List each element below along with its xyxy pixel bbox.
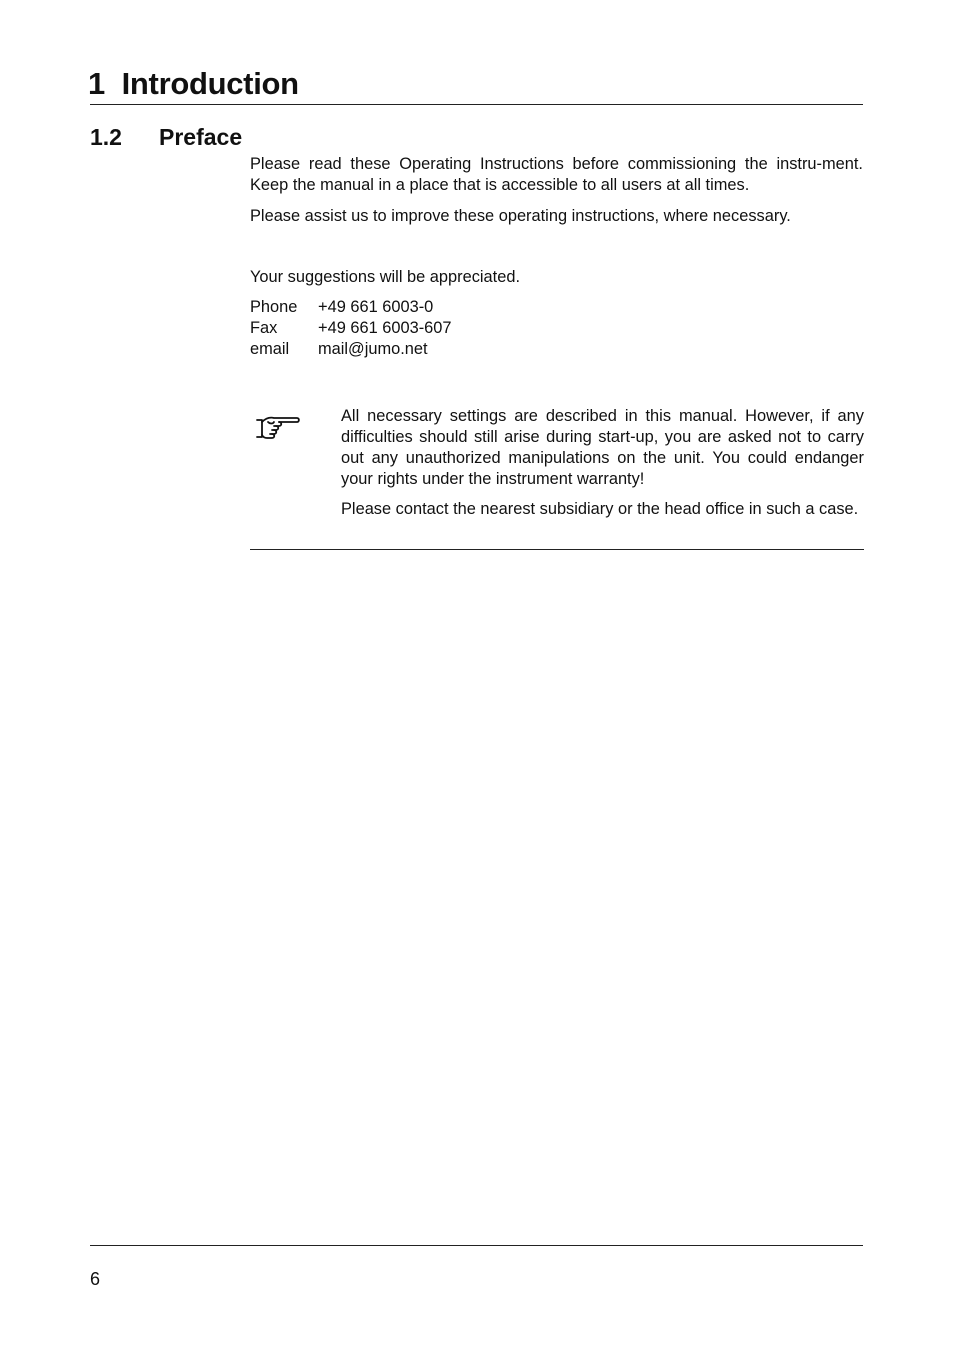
page-number: 6 bbox=[90, 1269, 101, 1289]
chapter-title bbox=[88, 64, 299, 104]
pointing-hand-icon bbox=[255, 412, 301, 444]
footer-divider bbox=[90, 1245, 863, 1246]
improve-paragraph: Please assist us to improve these operating instructions, where necessary. bbox=[250, 207, 791, 225]
contact-value: +49 661 6003-607 bbox=[318, 319, 452, 337]
contact-list bbox=[250, 297, 863, 360]
section-number: 1.2 bbox=[90, 124, 122, 150]
chapter-number: 1 bbox=[88, 66, 105, 101]
contact-label: Fax bbox=[250, 319, 278, 337]
chapter-title-text: Introduction bbox=[121, 66, 299, 101]
section-title: Preface bbox=[159, 124, 243, 150]
contact-label: email bbox=[250, 340, 290, 358]
note-text bbox=[341, 406, 864, 520]
suggestions-paragraph: Your suggestions will be appreciated. bbox=[250, 268, 521, 286]
section-heading bbox=[90, 121, 242, 153]
contact-value[interactable]: mail@jumo.net bbox=[318, 340, 428, 358]
contact-row-phone bbox=[250, 297, 863, 318]
contact-row-fax bbox=[250, 318, 863, 339]
intro-paragraph: Please read these Operating Instructions before commissioning the instru-ment. Keep the manual in a place that is accessible to all users at all times. bbox=[250, 155, 863, 194]
note-paragraph: Please contact the nearest subsidiary or the head office in such a case. bbox=[341, 500, 859, 518]
contact-row-email bbox=[250, 339, 863, 360]
contact-value: +49 661 6003-0 bbox=[318, 298, 434, 316]
note-divider bbox=[250, 549, 864, 550]
note-paragraph: All necessary settings are described in this manual. However, if any difficulties should still arise during start-up, you are asked not to carry out any unauthorized manipulations on the unit. You could endanger your rights under the instrument warranty! bbox=[341, 407, 864, 488]
chapter-divider bbox=[90, 104, 863, 105]
contact-label: Phone bbox=[250, 298, 298, 316]
